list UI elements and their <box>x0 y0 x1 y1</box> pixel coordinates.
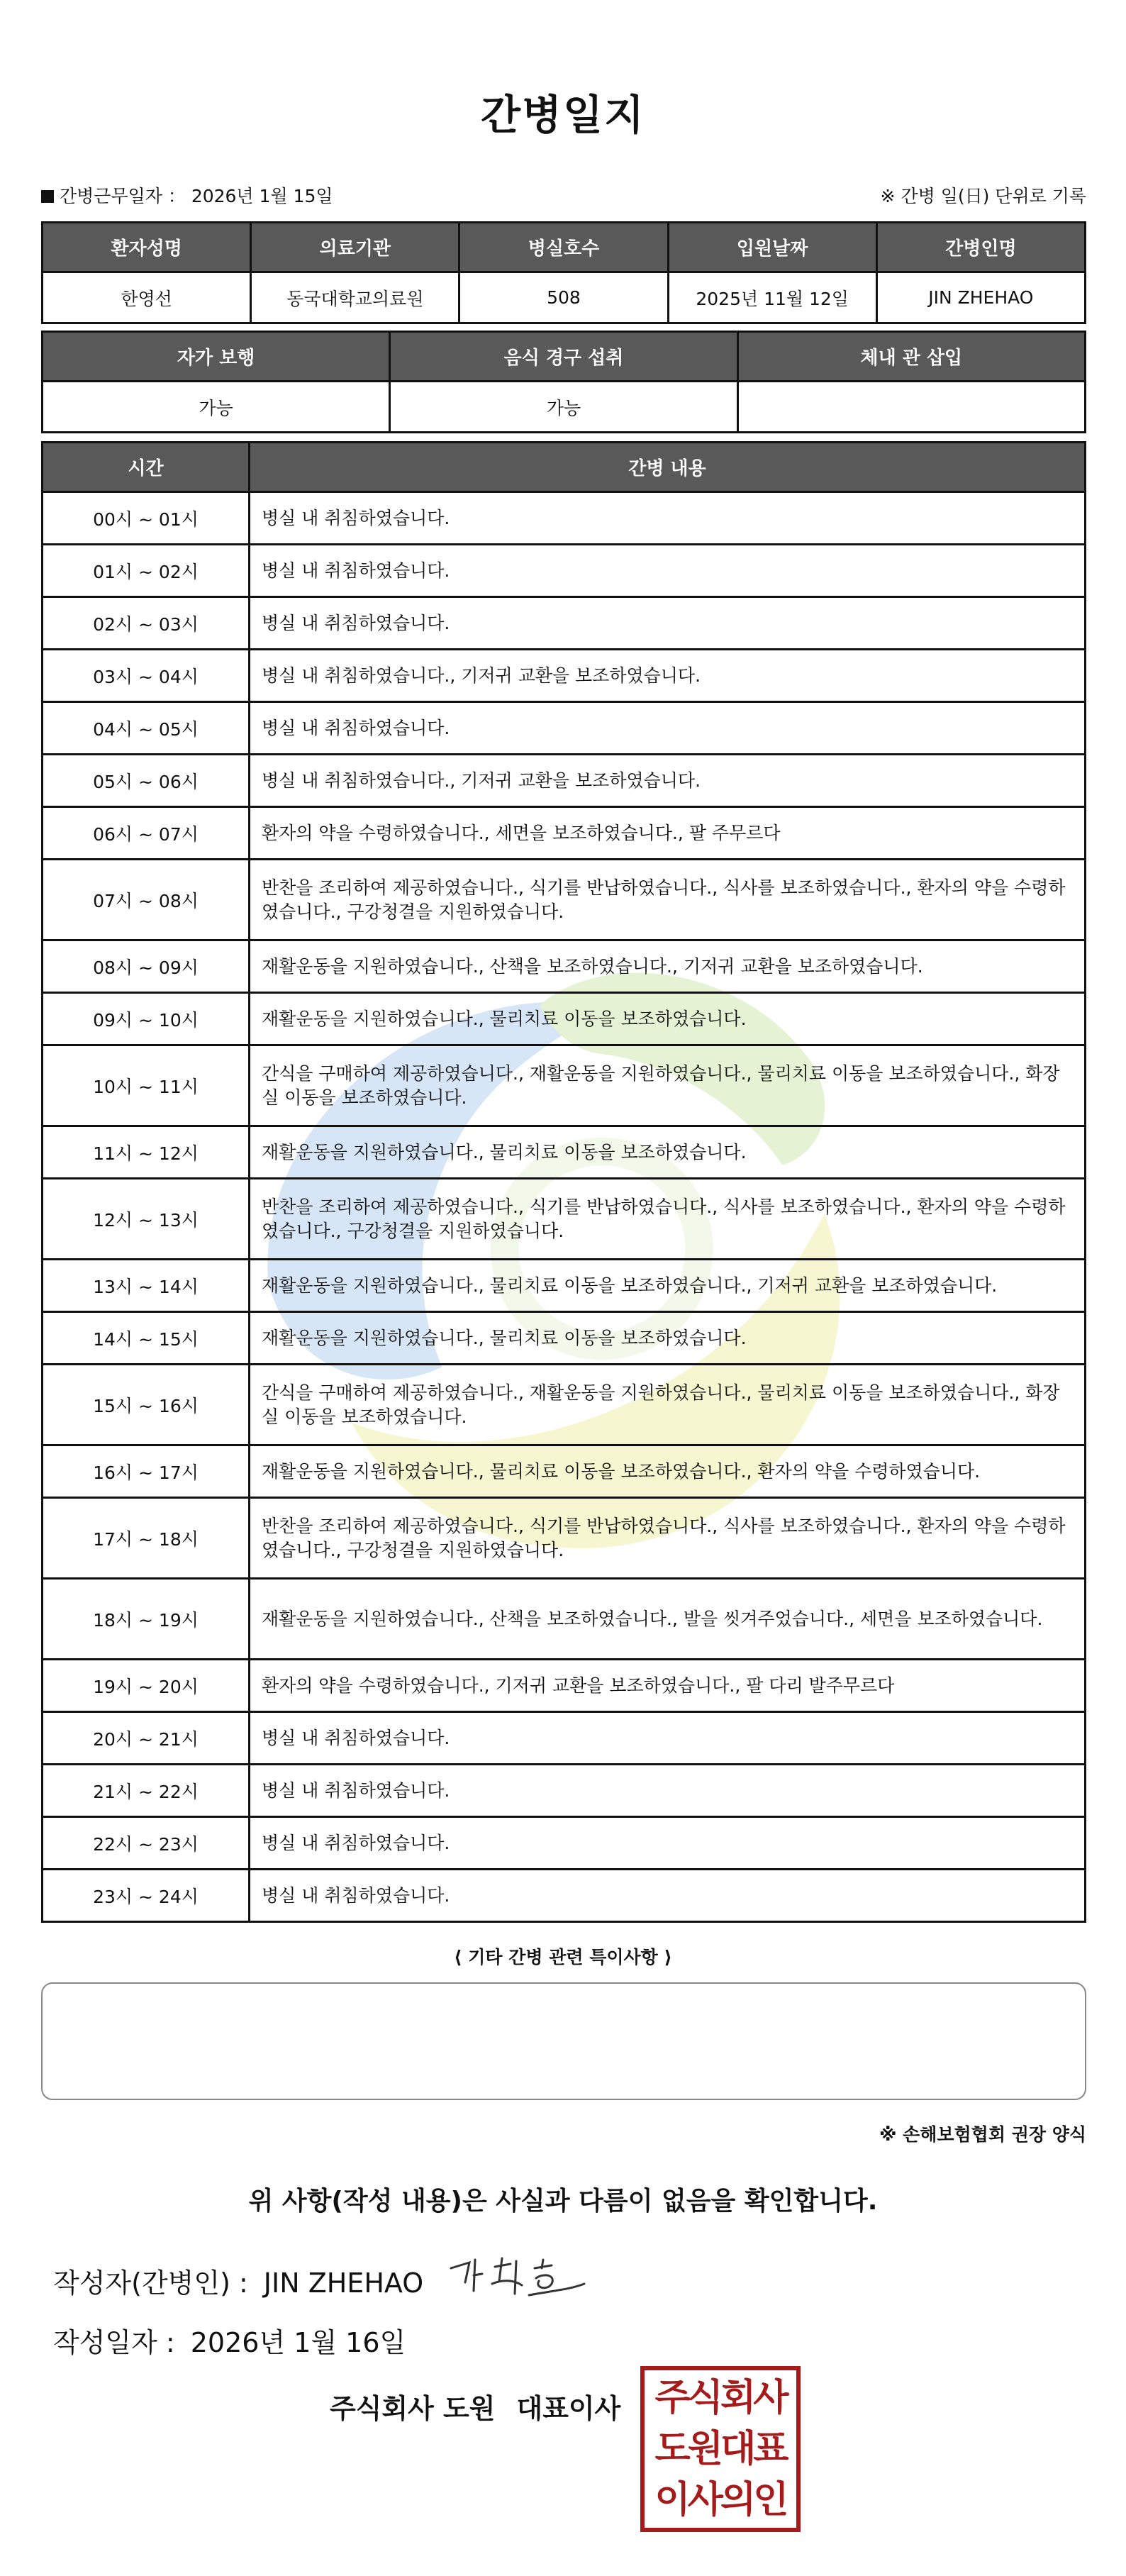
log-content: 환자의 약을 수령하였습니다., 세면을 보조하였습니다., 팔 주무르다 <box>250 807 1086 860</box>
patient-status-table <box>41 331 1086 433</box>
log-time: 10시 ~ 11시 <box>43 1045 250 1126</box>
table-row <box>43 807 1086 860</box>
table-row <box>43 993 1086 1045</box>
admission-date: 2025년 11월 12일 <box>668 272 876 323</box>
log-content: 병실 내 취침하였습니다. <box>250 1765 1086 1817</box>
confirmation-statement: 위 사항(작성 내용)은 사실과 다름이 없음을 확인합니다. <box>248 2187 878 2216</box>
representative-title: 대표이사 <box>516 2393 621 2424</box>
table-row <box>43 940 1086 993</box>
log-content: 병실 내 취침하였습니다. <box>250 702 1086 755</box>
table-row <box>43 492 1086 545</box>
log-content: 반찬을 조리하여 제공하였습니다., 식기를 반납하였습니다., 식사를 보조하였습니다., 환자의 약을 수령하였습니다., 구강청결을 지원하였습니다. <box>250 1498 1086 1579</box>
log-content: 병실 내 취침하였습니다. <box>250 597 1086 650</box>
header-admission-date: 입원날짜 <box>668 223 876 272</box>
log-content: 병실 내 취침하였습니다. <box>250 1712 1086 1765</box>
writer-line <box>53 2261 423 2300</box>
room-number: 508 <box>459 272 668 323</box>
header-self-walking: 자가 보행 <box>43 332 390 382</box>
log-content: 재활운동을 지원하였습니다., 산책을 보조하였습니다., 기저귀 교환을 보조하였습니다. <box>250 940 1086 993</box>
log-time: 08시 ~ 09시 <box>43 940 250 993</box>
written-date-value: 2026년 1월 16일 <box>190 2327 406 2358</box>
log-time: 14시 ~ 15시 <box>43 1312 250 1365</box>
company-seal-stamp <box>640 2366 801 2532</box>
document-title: 간병일지 <box>480 91 646 139</box>
seal-line: 이사의인 <box>654 2479 786 2521</box>
log-time: 13시 ~ 14시 <box>43 1260 250 1312</box>
log-content: 반찬을 조리하여 제공하였습니다., 식기를 반납하였습니다., 식사를 보조하였습니다., 환자의 약을 수령하였습니다., 구강청결을 지원하였습니다. <box>250 1179 1086 1260</box>
source-note: ※ 손해보험협회 권장 양식 <box>879 2124 1086 2145</box>
log-time: 06시 ~ 07시 <box>43 807 250 860</box>
log-content: 병실 내 취침하였습니다. <box>250 1870 1086 1922</box>
log-time: 03시 ~ 04시 <box>43 650 250 702</box>
log-content: 간식을 구매하여 제공하였습니다., 재활운동을 지원하였습니다., 물리치료 이동을 보조하였습니다., 화장실 이동을 보조하였습니다. <box>250 1365 1086 1445</box>
writer-name: JIN ZHEHAO <box>263 2267 424 2299</box>
log-time: 22시 ~ 23시 <box>43 1817 250 1870</box>
log-time: 17시 ~ 18시 <box>43 1498 250 1579</box>
header-oral-intake: 음식 경구 섭취 <box>390 332 737 382</box>
table-row <box>43 702 1086 755</box>
company-name: 주식회사 도원 <box>330 2393 496 2424</box>
square-bullet-icon <box>41 190 54 203</box>
table-row <box>43 1817 1086 1870</box>
self-walking-value: 가능 <box>43 382 390 433</box>
table-row <box>43 860 1086 940</box>
header-time: 시간 <box>43 443 250 492</box>
log-time: 00시 ~ 01시 <box>43 492 250 545</box>
table-row <box>43 1045 1086 1126</box>
log-time: 09시 ~ 10시 <box>43 993 250 1045</box>
log-time: 19시 ~ 20시 <box>43 1660 250 1712</box>
meta-row <box>41 182 1086 211</box>
log-time: 07시 ~ 08시 <box>43 860 250 940</box>
work-date-info <box>41 182 333 208</box>
log-time: 02시 ~ 03시 <box>43 597 250 650</box>
tube-insertion-value <box>737 382 1085 433</box>
table-row <box>43 1260 1086 1312</box>
table-row <box>43 1179 1086 1260</box>
table-row <box>43 1312 1086 1365</box>
log-content: 재활운동을 지원하였습니다., 물리치료 이동을 보조하였습니다. <box>250 1312 1086 1365</box>
table-row <box>43 1445 1086 1498</box>
caregiver-name: JIN ZHEHAO <box>876 272 1085 323</box>
log-time: 01시 ~ 02시 <box>43 545 250 597</box>
seal-line: 도원대표 <box>654 2428 786 2470</box>
hospital-name: 동국대학교의료원 <box>251 272 459 323</box>
seal-line: 주식회사 <box>654 2377 786 2419</box>
header-hospital: 의료기관 <box>251 223 459 272</box>
log-time: 21시 ~ 22시 <box>43 1765 250 1817</box>
log-content: 간식을 구매하여 제공하였습니다., 재활운동을 지원하였습니다., 물리치료 이동을 보조하였습니다., 화장실 이동을 보조하였습니다. <box>250 1045 1086 1126</box>
work-date-label: 간병근무일자 ： <box>60 186 186 206</box>
header-room: 병실호수 <box>459 223 668 272</box>
log-time: 05시 ~ 06시 <box>43 755 250 807</box>
table-row <box>43 755 1086 807</box>
log-time: 18시 ~ 19시 <box>43 1579 250 1660</box>
log-content: 반찬을 조리하여 제공하였습니다., 식기를 반납하였습니다., 식사를 보조하였습니다., 환자의 약을 수령하였습니다., 구강청결을 지원하였습니다. <box>250 860 1086 940</box>
unit-note: ※ 간병 일(日) 단위로 기록 <box>880 186 1086 206</box>
header-patient-name: 환자성명 <box>43 223 251 272</box>
patient-value-row <box>43 272 1086 323</box>
log-content: 재활운동을 지원하였습니다., 물리치료 이동을 보조하였습니다. <box>250 1126 1086 1179</box>
status-value-row <box>43 382 1086 433</box>
status-header-row <box>43 332 1086 382</box>
oral-intake-value: 가능 <box>390 382 737 433</box>
table-row <box>43 597 1086 650</box>
patient-name: 한영선 <box>43 272 251 323</box>
work-date-value: 2026년 1월 15일 <box>191 186 333 206</box>
log-content: 재활운동을 지원하였습니다., 물리치료 이동을 보조하였습니다., 기저귀 교환을 보조하였습니다. <box>250 1260 1086 1312</box>
log-time: 12시 ~ 13시 <box>43 1179 250 1260</box>
table-row <box>43 1365 1086 1445</box>
table-row <box>43 1765 1086 1817</box>
table-row <box>43 1870 1086 1922</box>
remarks-title: ⟨ 기타 간병 관련 특이사항 ⟩ <box>454 1947 672 1967</box>
log-time: 20시 ~ 21시 <box>43 1712 250 1765</box>
log-content: 환자의 약을 수령하였습니다., 기저귀 교환을 보조하였습니다., 팔 다리 발주무르다 <box>250 1660 1086 1712</box>
log-time: 04시 ~ 05시 <box>43 702 250 755</box>
log-content: 병실 내 취침하였습니다. <box>250 1817 1086 1870</box>
writer-label: 작성자(간병인) : <box>53 2267 248 2299</box>
table-row <box>43 1660 1086 1712</box>
patient-info-table <box>41 221 1086 324</box>
log-time: 23시 ~ 24시 <box>43 1870 250 1922</box>
handwritten-signature <box>445 2247 587 2304</box>
table-row <box>43 545 1086 597</box>
written-date-line <box>53 2321 406 2360</box>
header-tube-insertion: 체내 관 삽입 <box>737 332 1085 382</box>
log-content: 재활운동을 지원하였습니다., 물리치료 이동을 보조하였습니다., 환자의 약을 수령하였습니다. <box>250 1445 1086 1498</box>
log-header-row <box>43 443 1086 492</box>
log-content: 재활운동을 지원하였습니다., 산책을 보조하였습니다., 발을 씻겨주었습니다., 세면을 보조하였습니다. <box>250 1579 1086 1660</box>
company-line <box>330 2387 620 2426</box>
log-time: 15시 ~ 16시 <box>43 1365 250 1445</box>
log-content: 재활운동을 지원하였습니다., 물리치료 이동을 보조하였습니다. <box>250 993 1086 1045</box>
log-content: 병실 내 취침하였습니다., 기저귀 교환을 보조하였습니다. <box>250 650 1086 702</box>
patient-header-row <box>43 223 1086 272</box>
care-log-table <box>41 441 1086 1923</box>
log-content: 병실 내 취침하였습니다. <box>250 545 1086 597</box>
log-time: 16시 ~ 17시 <box>43 1445 250 1498</box>
remarks-box <box>41 1982 1086 2100</box>
table-row <box>43 1126 1086 1179</box>
header-content: 간병 내용 <box>250 443 1086 492</box>
table-row <box>43 1498 1086 1579</box>
table-row <box>43 1712 1086 1765</box>
table-row <box>43 1579 1086 1660</box>
written-date-label: 작성일자 : <box>53 2327 175 2358</box>
log-content: 병실 내 취침하였습니다., 기저귀 교환을 보조하였습니다. <box>250 755 1086 807</box>
header-caregiver-name: 간병인명 <box>876 223 1085 272</box>
log-time: 11시 ~ 12시 <box>43 1126 250 1179</box>
log-content: 병실 내 취침하였습니다. <box>250 492 1086 545</box>
table-row <box>43 650 1086 702</box>
